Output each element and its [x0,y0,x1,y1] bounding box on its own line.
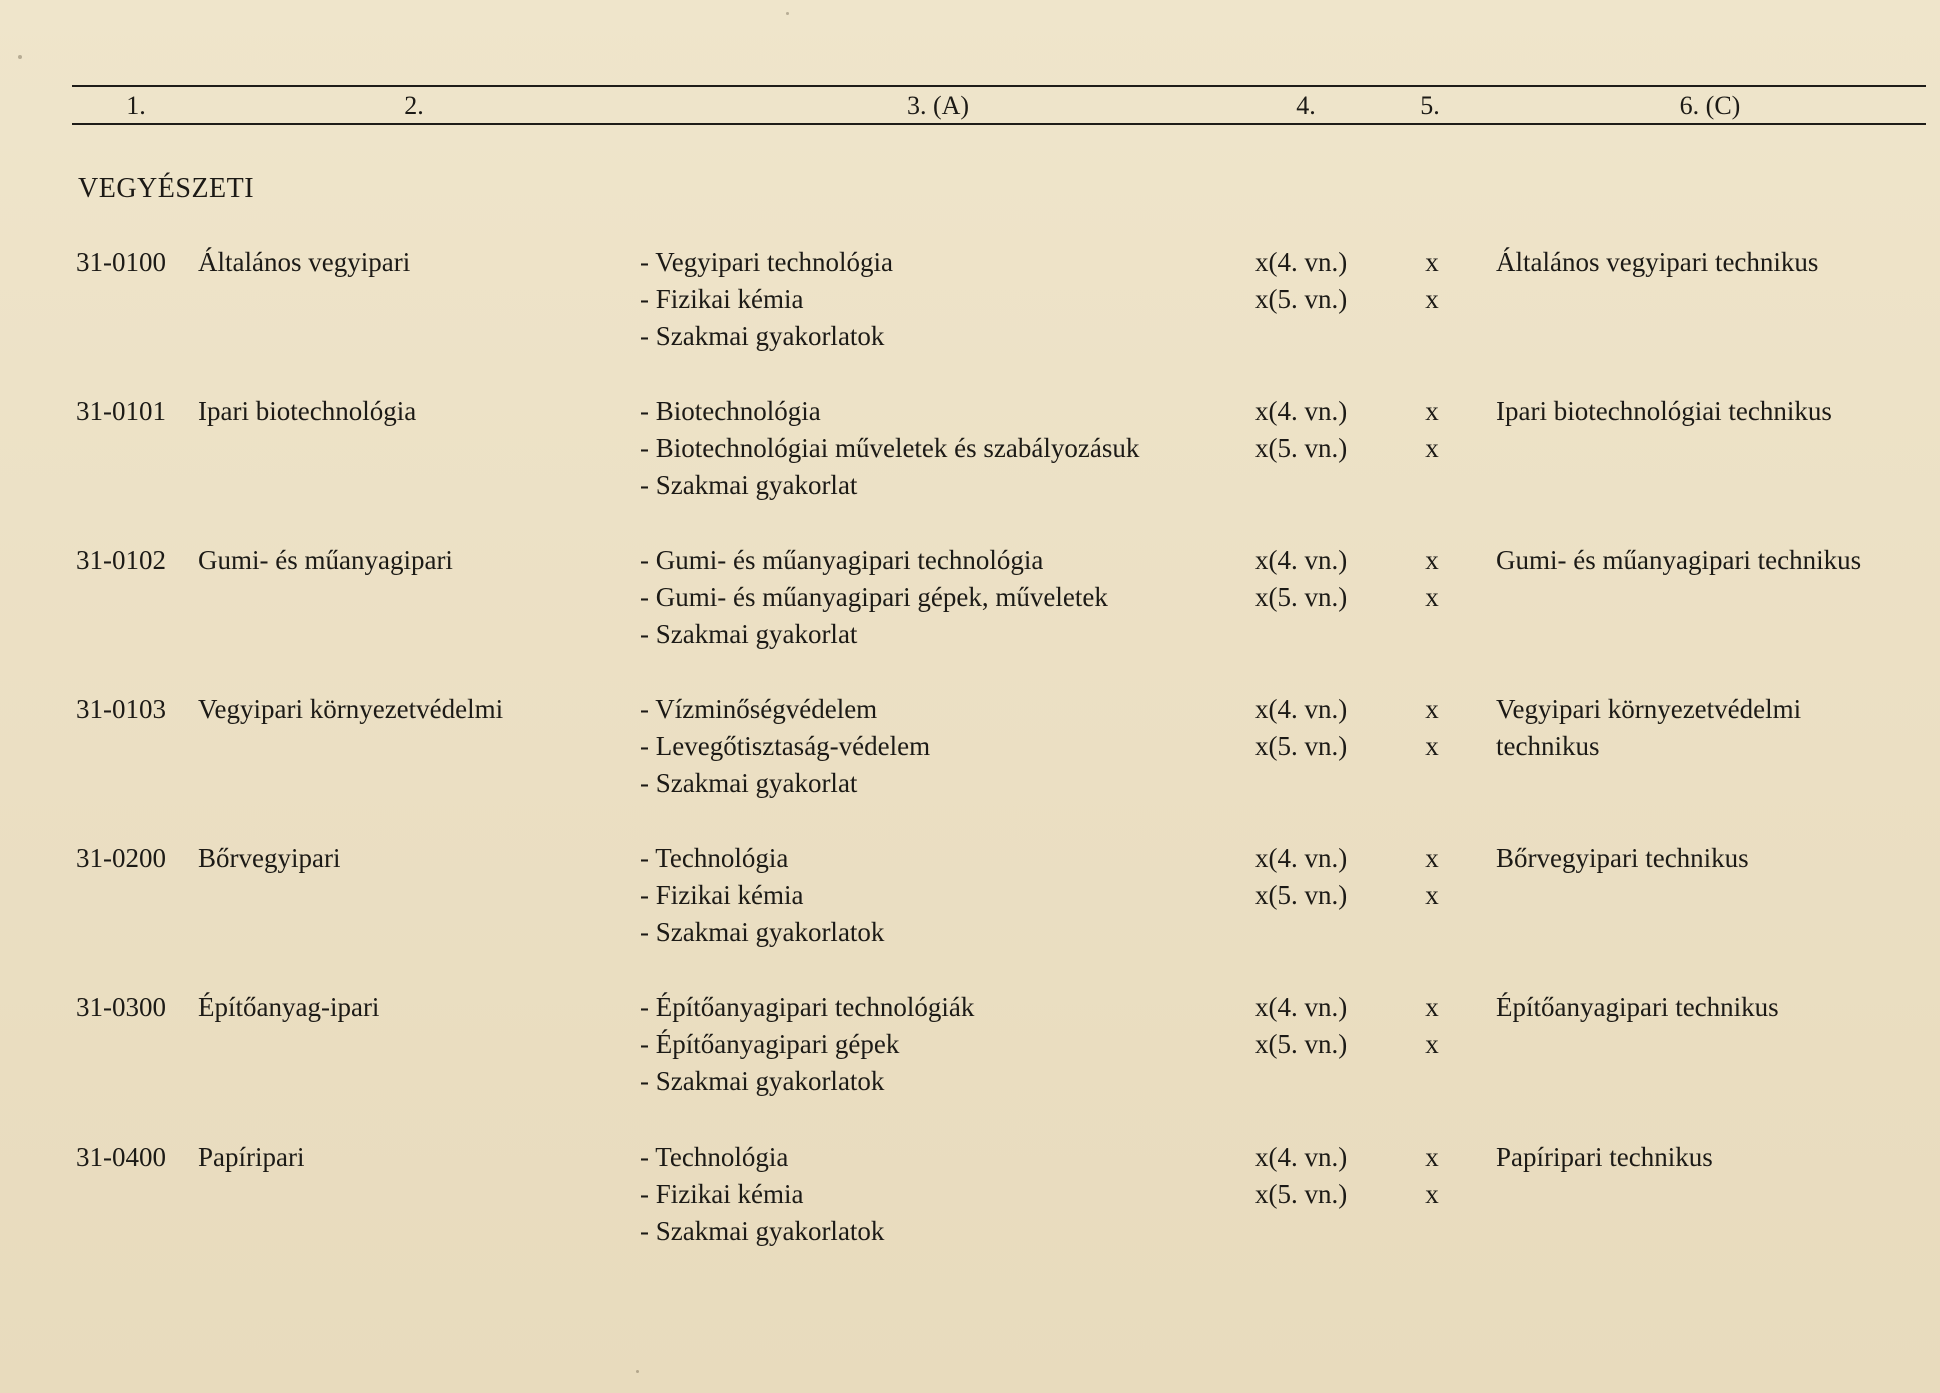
column-4-marks [1255,989,1347,1063]
exam-subjects [640,393,1139,504]
specialty-code: 31-0400 [76,1142,166,1172]
column-5-marks [1422,393,1442,467]
qualification-title [1496,1139,1713,1176]
column-4-marks-line: x(4. vn.) [1255,1142,1348,1172]
column-5-marks [1422,989,1442,1063]
exam-subjects-line: - Gumi- és műanyagipari technológia [640,545,1044,575]
column-4-marks-line: x(4. vn.) [1255,843,1348,873]
qualification-title-line: technikus [1496,731,1600,761]
qualification-title [1496,393,1832,430]
qualification-title-line: Gumi- és műanyagipari technikus [1496,545,1862,575]
exam-subjects-line: - Fizikai kémia [640,284,804,314]
column-4-marks [1255,691,1347,765]
specialty-code: 31-0200 [76,843,166,873]
column-5-marks-line: x [1425,1179,1439,1209]
section-title: VEGYÉSZETI [78,173,255,204]
column-4-marks-line: x(4. vn.) [1255,396,1348,426]
column-4-marks [1255,840,1347,914]
column-5-marks [1422,691,1442,765]
specialty-code: 31-0101 [76,396,166,426]
column-5-marks-line: x [1425,1142,1439,1172]
specialty-name: Általános vegyipari [198,247,411,277]
column-header-3: 3. (A) [906,91,970,120]
qualification-title [1496,244,1818,281]
column-5-marks [1422,542,1442,616]
specialty-code: 31-0100 [76,247,166,277]
column-5-marks-line: x [1425,247,1439,277]
exam-subjects [640,244,893,355]
column-5-marks-line: x [1425,545,1439,575]
column-4-marks-line: x(5. vn.) [1255,880,1348,910]
column-5-marks-line: x [1425,1029,1439,1059]
exam-subjects-line: - Szakmai gyakorlatok [640,321,885,351]
qualification-title [1496,691,1801,765]
exam-subjects-line: - Technológia [640,1142,789,1172]
specialty-name: Vegyipari környezetvédelmi [198,694,504,724]
column-4-marks [1255,1139,1347,1213]
column-4-marks-line: x(4. vn.) [1255,247,1348,277]
column-header-4: 4. [1296,91,1316,120]
exam-subjects-line: - Fizikai kémia [640,1179,804,1209]
exam-subjects-line: - Gumi- és műanyagipari gépek, műveletek [640,582,1108,612]
column-4-marks-line: x(4. vn.) [1255,992,1348,1022]
exam-subjects-line: - Biotechnológia [640,396,821,426]
qualification-title [1496,542,1861,579]
specialty-code: 31-0102 [76,545,166,575]
exam-subjects [640,542,1108,653]
column-4-marks-line: x(5. vn.) [1255,284,1348,314]
column-4-marks [1255,393,1347,467]
specialty-name: Gumi- és műanyagipari [198,545,453,575]
column-5-marks-line: x [1425,843,1439,873]
specialty-name: Ipari biotechnológia [198,396,417,426]
column-header-2: 2. [404,91,424,120]
print-speck [18,55,22,59]
qualification-title-line: Építőanyagipari technikus [1496,992,1779,1022]
column-5-marks-line: x [1425,694,1439,724]
qualification-title [1496,840,1749,877]
exam-subjects [640,989,974,1100]
column-header-6: 6. (C) [1679,91,1741,120]
qualification-title-line: Bőrvegyipari technikus [1496,843,1749,873]
column-5-marks-line: x [1425,992,1439,1022]
table-top-rule [72,85,1926,87]
exam-subjects-line: - Szakmai gyakorlatok [640,917,885,947]
exam-subjects-line: - Szakmai gyakorlatok [640,1066,885,1096]
column-5-marks-line: x [1425,284,1439,314]
specialty-name: Papíripari [198,1142,305,1172]
qualification-title [1496,989,1779,1026]
exam-subjects [640,840,884,951]
exam-subjects-line: - Fizikai kémia [640,880,804,910]
column-4-marks [1255,244,1347,318]
column-4-marks-line: x(4. vn.) [1255,545,1348,575]
qualification-title-line: Általános vegyipari technikus [1496,247,1819,277]
exam-subjects-line: - Szakmai gyakorlat [640,768,858,798]
exam-subjects-line: - Szakmai gyakorlat [640,619,858,649]
specialty-code: 31-0300 [76,992,166,1022]
specialty-name: Építőanyag-ipari [198,992,380,1022]
column-5-marks-line: x [1425,433,1439,463]
specialty-code: 31-0103 [76,694,166,724]
exam-subjects-line: - Technológia [640,843,789,873]
column-4-marks-line: x(5. vn.) [1255,433,1348,463]
qualification-title-line: Ipari biotechnológiai technikus [1496,396,1832,426]
exam-subjects-line: - Építőanyagipari gépek [640,1029,900,1059]
column-header-1: 1. [126,91,146,120]
exam-subjects-line: - Szakmai gyakorlatok [640,1216,885,1246]
exam-subjects-line: - Levegőtisztaság-védelem [640,731,931,761]
print-speck [786,12,789,15]
exam-subjects [640,1139,884,1250]
column-5-marks [1422,840,1442,914]
column-5-marks-line: x [1425,582,1439,612]
exam-subjects-line: - Szakmai gyakorlat [640,470,858,500]
column-4-marks-line: x(5. vn.) [1255,1179,1348,1209]
column-4-marks-line: x(5. vn.) [1255,1029,1348,1059]
qualification-title-line: Vegyipari környezetvédelmi [1496,694,1802,724]
table-header-rule [72,123,1926,125]
exam-subjects-line: - Építőanyagipari technológiák [640,992,975,1022]
exam-subjects-line: - Vízminőségvédelem [640,694,878,724]
column-5-marks-line: x [1425,396,1439,426]
column-5-marks [1422,244,1442,318]
qualification-title-line: Papíripari technikus [1496,1142,1713,1172]
column-5-marks-line: x [1425,880,1439,910]
column-4-marks-line: x(4. vn.) [1255,694,1348,724]
print-speck [636,1370,639,1373]
exam-subjects-line: - Biotechnológiai műveletek és szabályozásuk [640,433,1140,463]
column-4-marks [1255,542,1347,616]
column-4-marks-line: x(5. vn.) [1255,731,1348,761]
specialty-name: Bőrvegyipari [198,843,341,873]
exam-subjects-line: - Vegyipari technológia [640,247,893,277]
column-5-marks-line: x [1425,731,1439,761]
column-header-5: 5. [1420,91,1440,120]
exam-subjects [640,691,930,802]
column-5-marks [1422,1139,1442,1213]
column-4-marks-line: x(5. vn.) [1255,582,1348,612]
